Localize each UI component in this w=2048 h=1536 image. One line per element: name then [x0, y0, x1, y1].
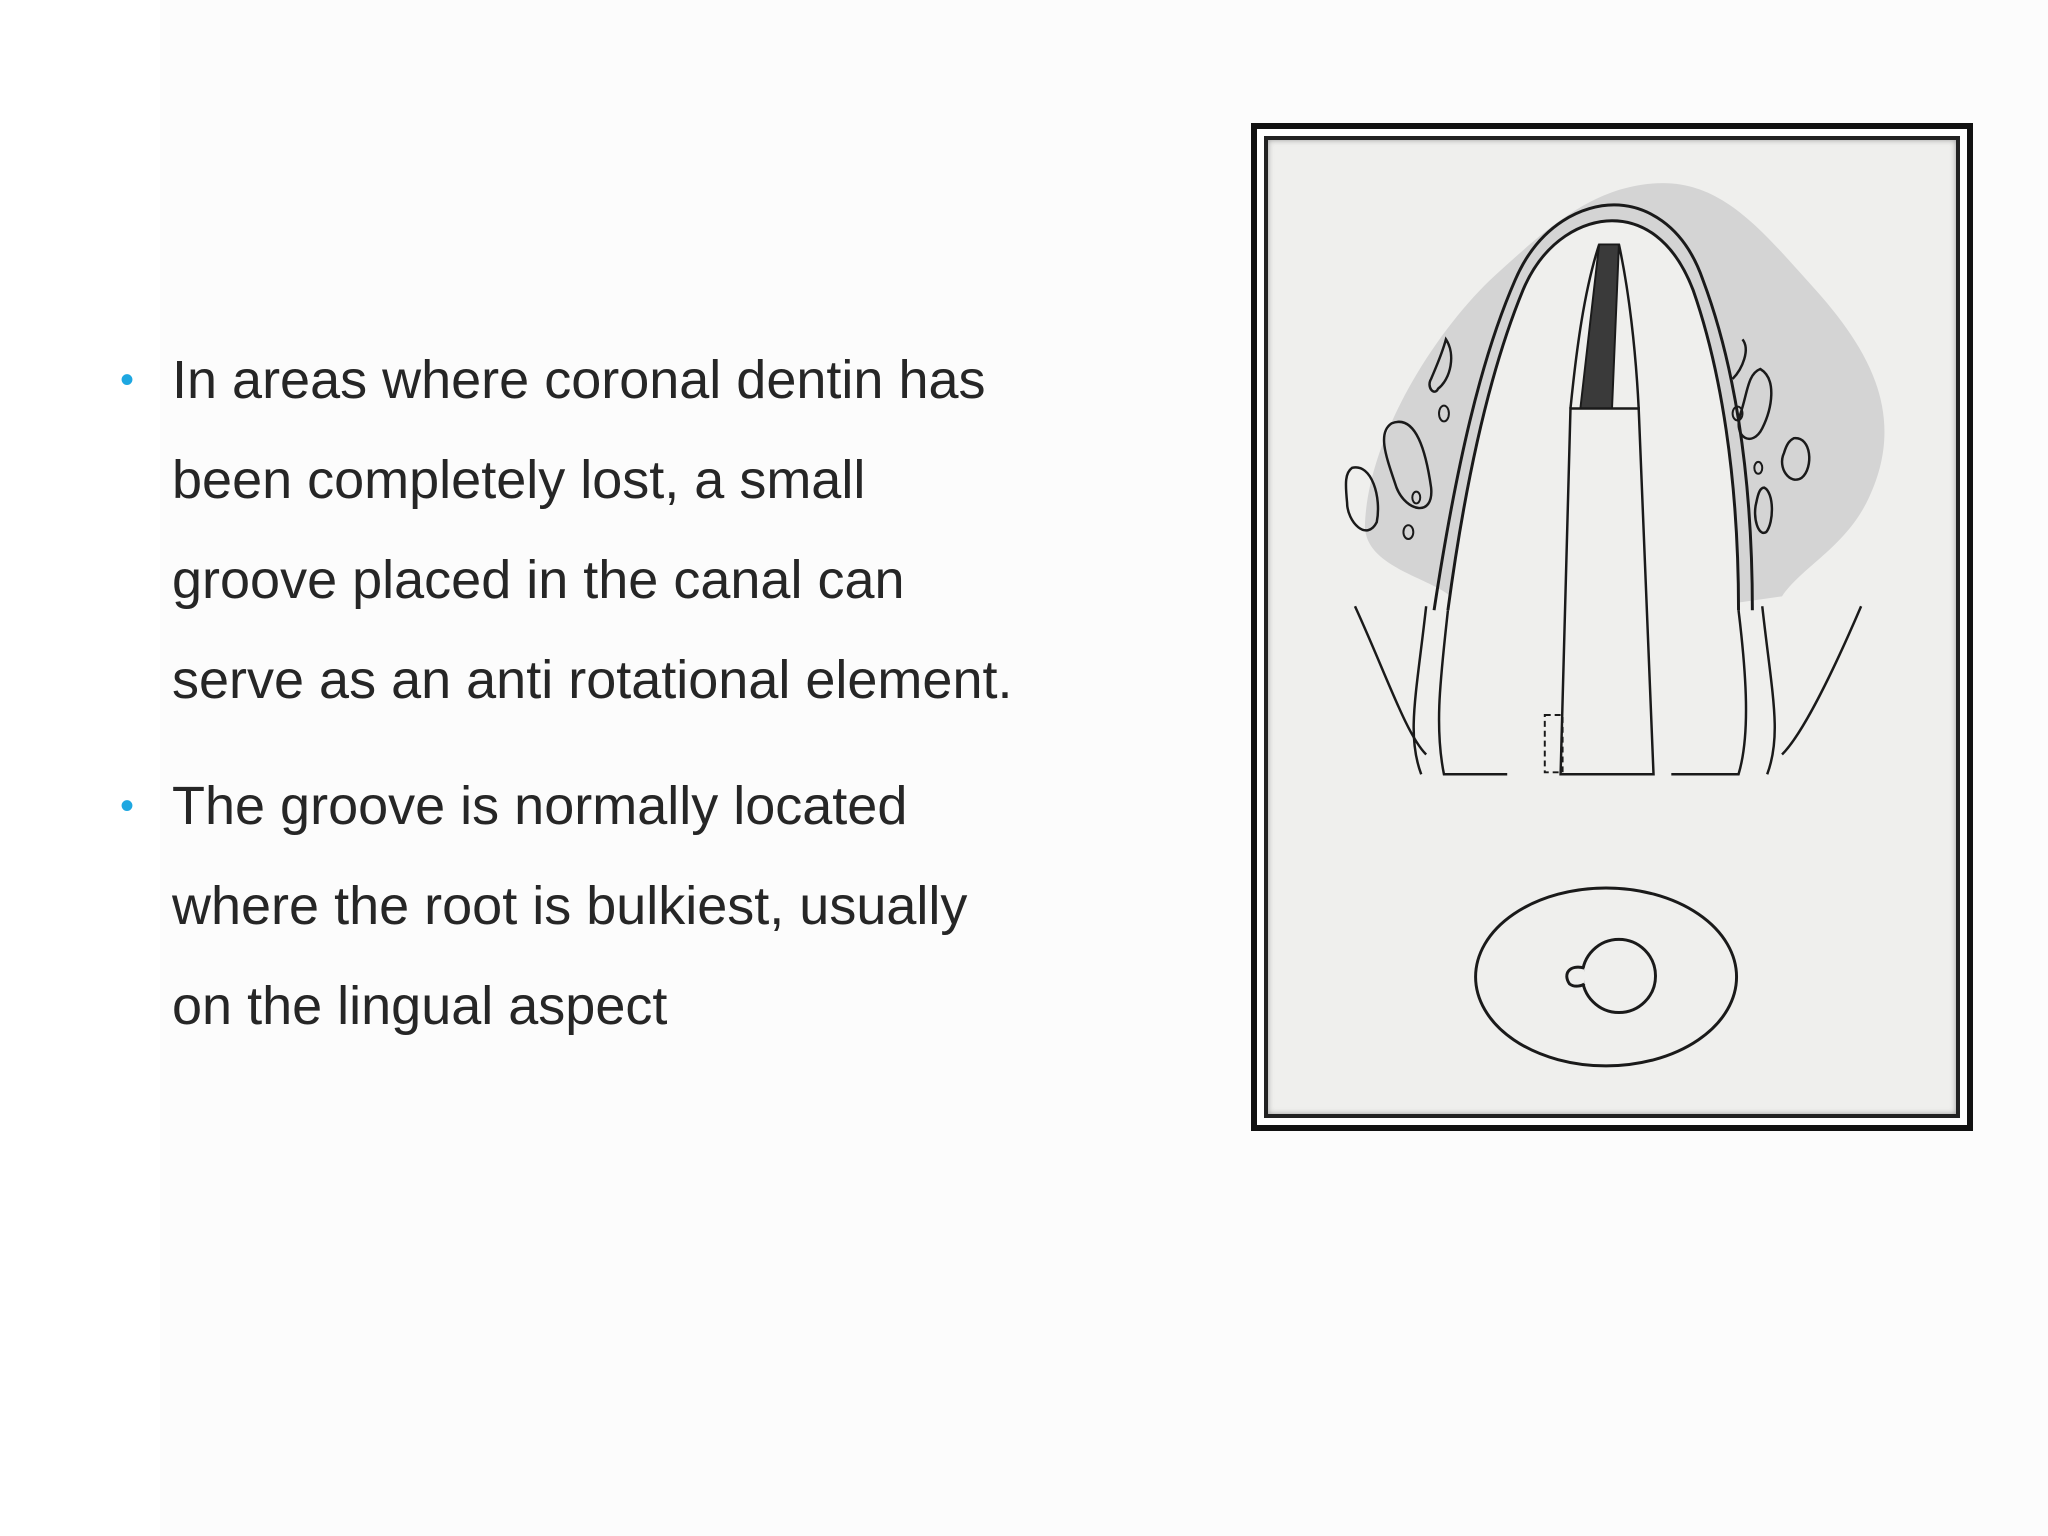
bullet-line: In areas where coronal dentin has [172, 350, 986, 410]
bullet-line: been completely lost, a small [172, 450, 866, 510]
gingiva-right [1782, 606, 1861, 754]
gingiva-left [1355, 606, 1426, 754]
bullet-list [116, 330, 1116, 1056]
bullet-marker: • [120, 784, 135, 828]
tooth-illustration [1268, 140, 1956, 1114]
groove-cross-section [1567, 967, 1585, 986]
margin-right [1762, 606, 1775, 774]
bullet-line: serve as an anti rotational element. [172, 650, 1013, 710]
bullet-line: groove placed in the canal can [172, 550, 905, 610]
tooth-diagram [1264, 136, 1960, 1118]
bullet-marker: • [120, 358, 135, 402]
root-left-wall [1439, 610, 1507, 774]
post-outline [1561, 409, 1654, 775]
root-cross-section [1476, 888, 1737, 1066]
canal-cross-section [1582, 939, 1655, 1012]
bullet-line: The groove is normally located [172, 776, 908, 836]
figure-frame [1251, 123, 1973, 1131]
bullet-item [116, 330, 1116, 730]
bullet-line: where the root is bulkiest, usually [172, 876, 968, 936]
root-right-wall [1671, 610, 1746, 774]
margin-left [1414, 606, 1427, 774]
bullet-line: on the lingual aspect [172, 976, 668, 1036]
bullet-item [116, 756, 1116, 1056]
